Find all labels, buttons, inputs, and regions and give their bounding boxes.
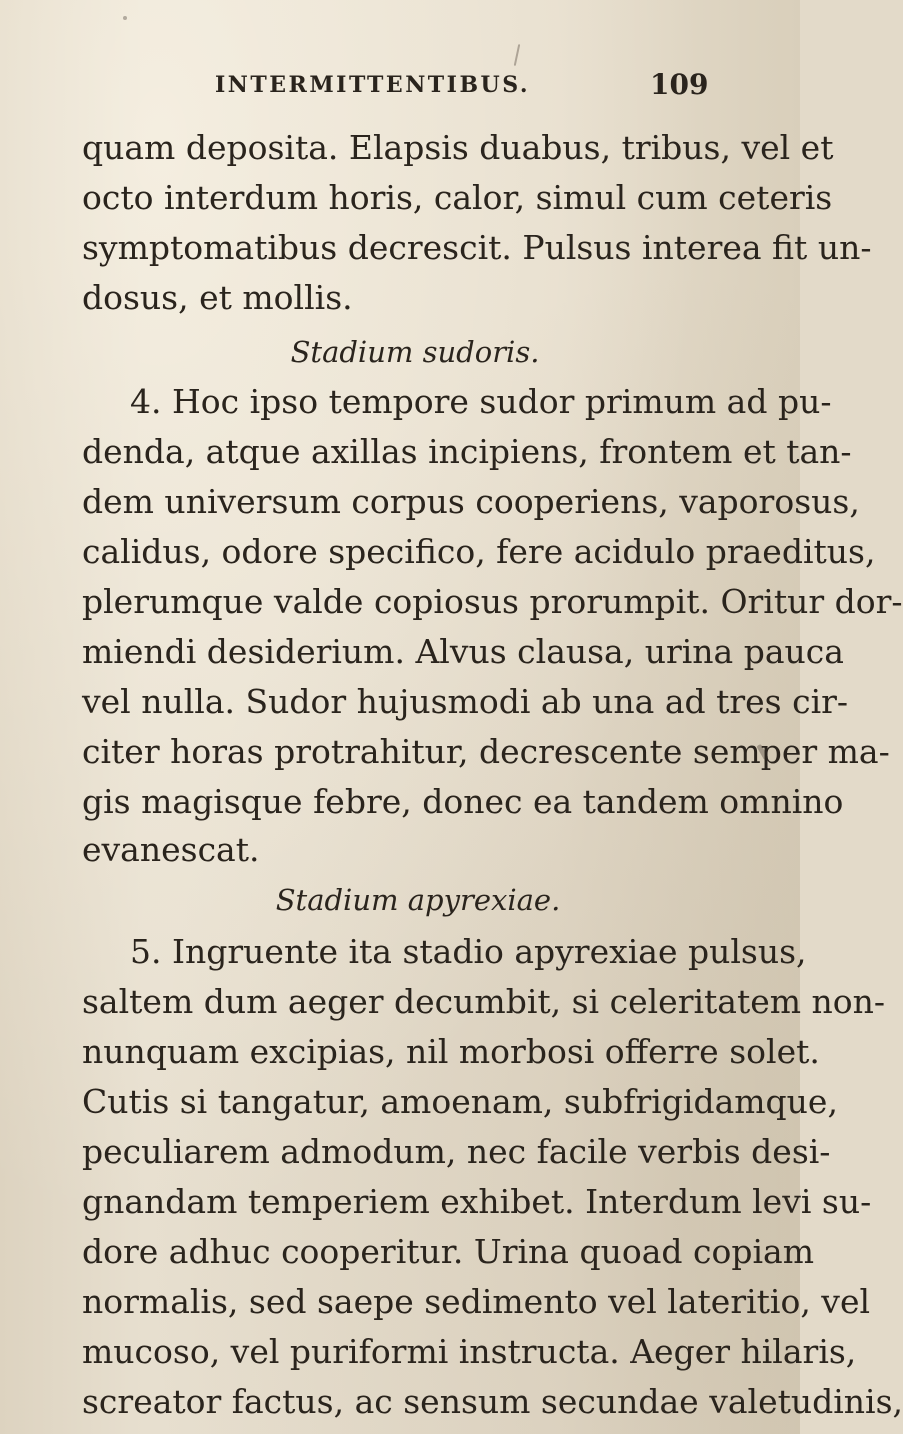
ink-speck — [123, 16, 127, 20]
text-line: quam deposita. Elapsis duabus, tribus, vel et — [82, 128, 834, 167]
text-line: saltem dum aeger decumbit, si celeritatem non- — [82, 982, 886, 1021]
section-heading-apyrexiae: Stadium apyrexiae. — [275, 883, 561, 917]
text-line: normalis, sed saepe sedimento vel lateritio, vel — [82, 1282, 871, 1321]
section-heading-sudoris: Stadium sudoris. — [290, 335, 540, 369]
text-line: miendi desiderium. Alvus clausa, urina pauca — [82, 632, 844, 671]
text-line: evanescat. — [82, 830, 260, 869]
page-number: 109 — [650, 68, 709, 101]
text-line: dem universum corpus cooperiens, vaporosus, — [82, 482, 860, 521]
text-line: mucoso, vel puriformi instructa. Aeger hilaris, — [82, 1332, 857, 1371]
text-line: screator factus, ac sensum secundae valetudinis, — [82, 1382, 903, 1421]
running-head: INTERMITTENTIBUS. — [215, 72, 531, 98]
text-line: dore adhuc cooperitur. Urina quoad copiam — [82, 1232, 814, 1271]
text-line: denda, atque axillas incipiens, frontem et tan- — [82, 432, 852, 471]
text-line: gnandam temperiem exhibet. Interdum levi su- — [82, 1182, 872, 1221]
text-line: 5. Ingruente ita stadio apyrexiae pulsus, — [130, 932, 807, 971]
text-line: symptomatibus decrescit. Pulsus interea fit un- — [82, 228, 872, 267]
text-line: dosus, et mollis. — [82, 278, 353, 317]
ink-speck — [514, 44, 521, 66]
text-line: octo interdum horis, calor, simul cum ceteris — [82, 178, 833, 217]
text-line: nunquam excipias, nil morbosi offerre solet. — [82, 1032, 820, 1071]
text-line: plerumque valde copiosus prorumpit. Oritur dor- — [82, 582, 903, 621]
text-line: vel nulla. Sudor hujusmodi ab una ad tres cir- — [82, 682, 849, 721]
text-line: peculiarem admodum, nec facile verbis desi- — [82, 1132, 831, 1171]
text-line: citer horas protrahitur, decrescente semper ma- — [82, 732, 890, 771]
text-line: gis magisque febre, donec ea tandem omnino — [82, 782, 844, 821]
text-line: 4. Hoc ipso tempore sudor primum ad pu- — [130, 382, 832, 421]
text-line: calidus, odore specifico, fere acidulo praeditus, — [82, 532, 876, 571]
text-line: Cutis si tangatur, amoenam, subfrigidamque, — [82, 1082, 838, 1121]
